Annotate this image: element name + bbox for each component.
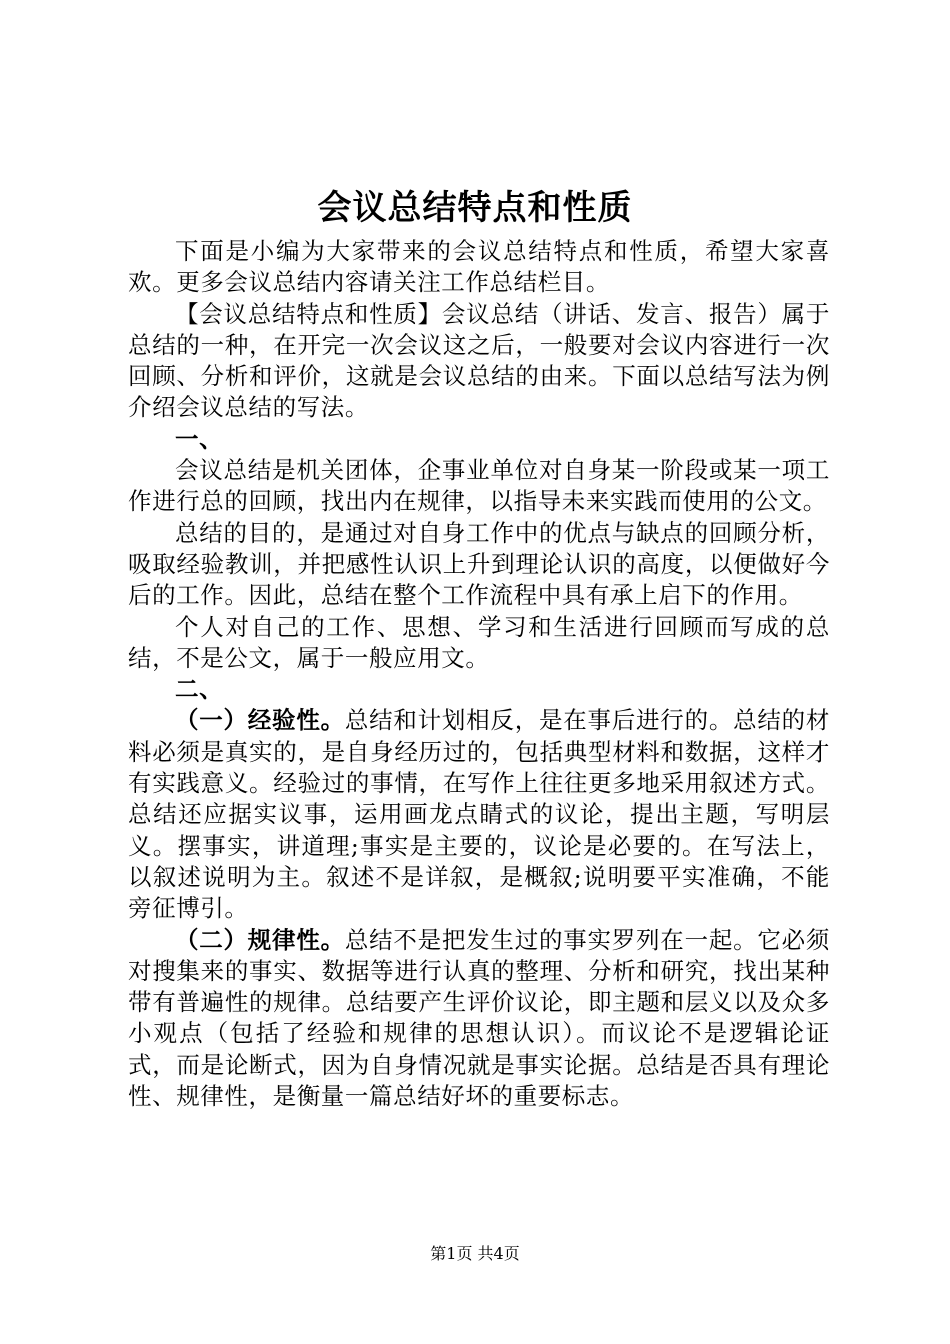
item-text: 总结和计划相反，是在事后进行的。总结的材料必须是真实的，是自身经历过的，包括典型材料和数据，这样才有实践意义。经验过的事情，在写作上往往更多地采用叙述方式。总结还应据实议事，运用画龙点睛式的议论，提出主题，写明层义。摆事实，讲道理;事实是主要的，议论是必要的。在写法上，以叙述说明为主。叙述不是详叙，是概叙;说明要平实准确，不能旁征博引。 (128, 706, 830, 923)
section-two-item (128, 925, 830, 1113)
item-lead: （二）规律性。 (175, 925, 345, 954)
item-lead: （一）经验性。 (175, 706, 345, 735)
page-footer: 第1页 共4页 (430, 1244, 520, 1263)
section-two-heading: 二、 (175, 675, 224, 704)
summary-paragraph: 【会议总结特点和性质】会议总结（讲话、发言、报告）属于总结的一种，在开完一次会议这之后，一般要对会议内容进行一次回顾、分析和评价，这就是会议总结的由来。下面以总结写法为例介绍会议总结的写法。 (128, 299, 830, 422)
document-title: 会议总结特点和性质 (317, 188, 633, 228)
section-two-item (128, 705, 830, 924)
section-one-paragraph: 总结的目的，是通过对自身工作中的优点与缺点的回顾分析，吸取经验教训，并把感性认识上升到理论认识的高度，以便做好今后的工作。因此，总结在整个工作流程中具有承上启下的作用。 (128, 518, 830, 610)
section-one-heading: 一、 (175, 424, 224, 453)
item-text: 总结不是把发生过的事实罗列在一起。它必须对搜集来的事实、数据等进行认真的整理、分析和研究，找出某种带有普遍性的规律。总结要产生评价议论，即主题和层义以及众多小观点（包括了经验和规律的思想认识）。而议论不是逻辑论证式，而是论断式，因为自身情况就是事实论据。总结是否具有理论性、规律性，是衡量一篇总结好坏的重要标志。 (128, 925, 830, 1111)
intro-paragraph: 下面是小编为大家带来的会议总结特点和性质，希望大家喜欢。更多会议总结内容请关注工作总结栏目。 (128, 237, 830, 297)
document-body (128, 236, 830, 1112)
section-one-paragraph: 个人对自己的工作、思想、学习和生活进行回顾而写成的总结，不是公文，属于一般应用文。 (128, 612, 830, 672)
section-one-paragraph: 会议总结是机关团体，企事业单位对自身某一阶段或某一项工作进行总的回顾，找出内在规律，以指导未来实践而使用的公文。 (128, 456, 830, 516)
